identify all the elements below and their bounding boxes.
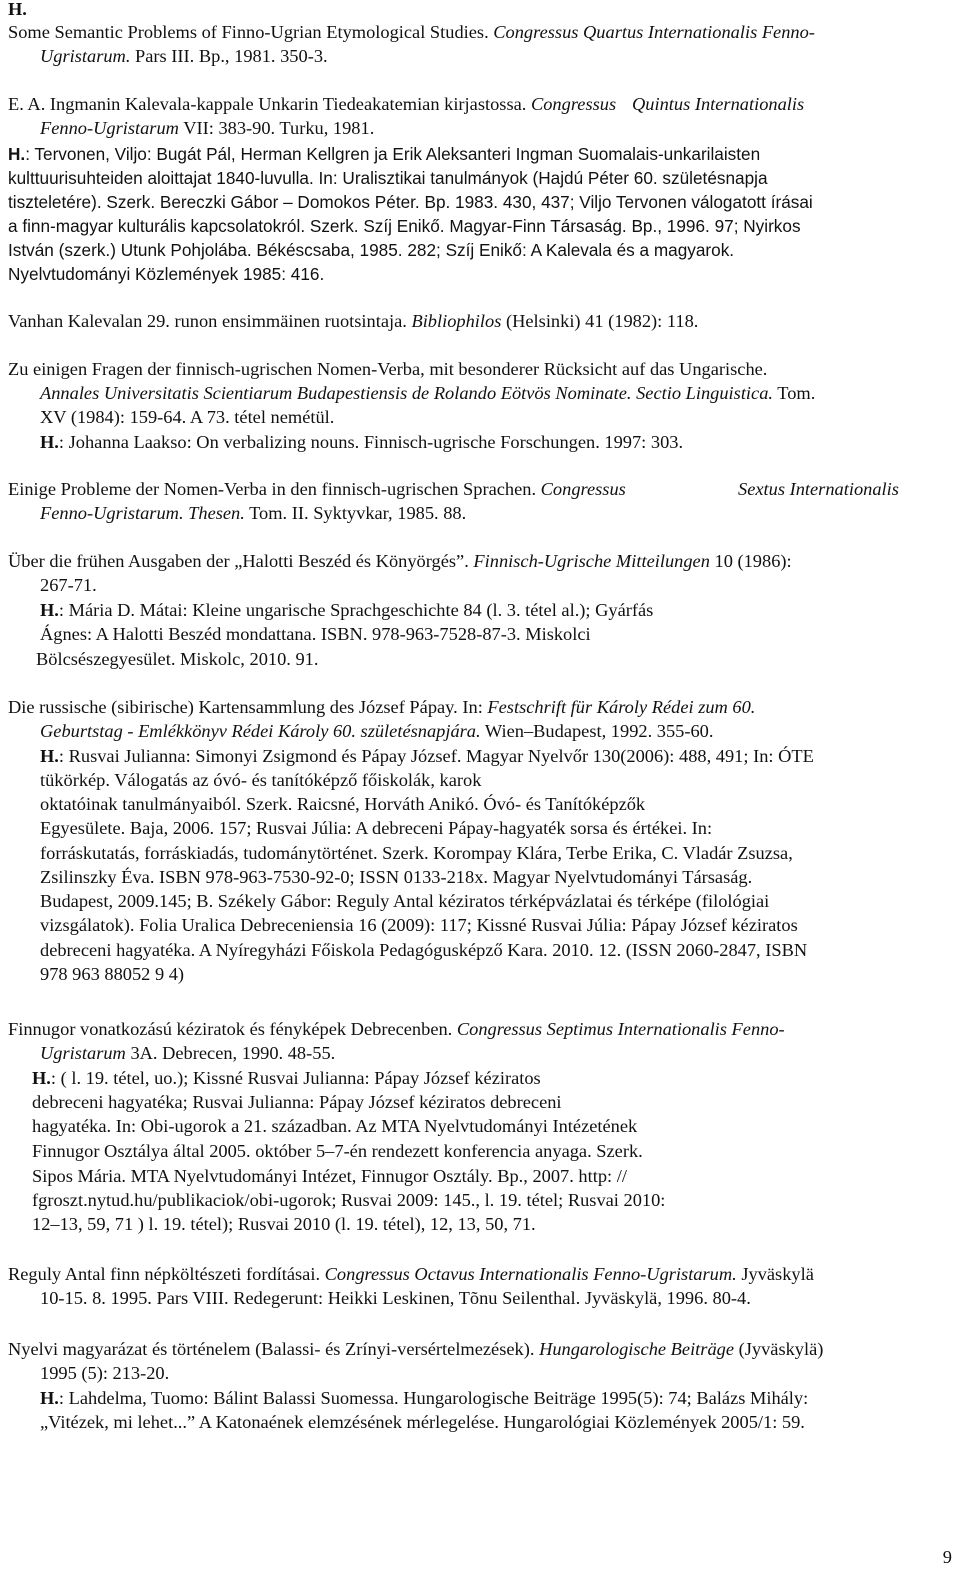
text-segment: Ágnes: A Halotti Beszéd mondattana. ISBN. 978-963-7528-87-3. Miskolci [40, 624, 591, 644]
text-line [40, 1410, 805, 1435]
text-line [8, 357, 767, 382]
italic-title: Quintus Internationalis [632, 94, 805, 114]
italic-title: Finnisch-Ugrische Mitteilungen [473, 551, 710, 571]
text-segment: 1995 (5): 213-20. [40, 1363, 170, 1383]
text-line [32, 1066, 541, 1091]
text-line [32, 1212, 536, 1237]
italic-title: Fenno-Ugristarum. Thesen. [40, 503, 245, 523]
text-segment: Nyelvtudományi Közlemények 1985: 416. [8, 264, 325, 284]
text-segment: István (szerk.) Utunk Pohjolába. Békéscsaba, 1985. 282; Szíj Enikő: A Kalevala és a magyarok. [8, 240, 735, 260]
italic-title: Congressus Octavus Internationalis Fenno-Ugristarum. [324, 1264, 737, 1284]
text-line [40, 841, 793, 866]
text-segment: tükörkép. Válogatás az óvó- és tanítóképző főiskolák, karok [40, 770, 482, 790]
italic-title: Sextus Internationalis [738, 479, 899, 499]
text-segment: Budapest, 2009.145; B. Székely Gábor: Reguly Antal kéziratos térképvázlatai és térképe (filológiai [40, 891, 770, 911]
text-line [40, 962, 184, 987]
text-segment: Wien–Budapest, 1992. 355-60. [480, 721, 714, 741]
italic-title: Ugristarum [40, 1043, 126, 1063]
italic-title: Congressus [540, 479, 626, 499]
text-line [8, 92, 616, 117]
text-line [8, 1017, 785, 1042]
text-line [8, 262, 324, 287]
text-line [40, 501, 466, 526]
text-line [40, 622, 591, 647]
text-line [40, 1286, 751, 1311]
text-line [40, 865, 752, 890]
text-line [8, 477, 626, 502]
italic-title: Festschrift für Károly Rédei zum 60. [487, 697, 756, 717]
text-line [8, 309, 698, 334]
entry-marker: H. [8, 144, 26, 164]
text-line [36, 647, 318, 672]
text-line [8, 166, 768, 191]
text-segment: fgroszt.nytud.hu/publikaciok/obi-ugorok; Rusvai 2009: 145., l. 19. tétel; Rusvai 2010: [32, 1190, 666, 1210]
text-segment: debreceni hagyatéka. A Nyíregyházi Főiskola Pedagógusképző Kara. 2010. 12. (ISSN 2060-2847, ISBN [40, 940, 808, 960]
text-line [40, 889, 769, 914]
text-segment: (Jyväskylä) [734, 1339, 824, 1359]
text-segment: : Tervonen, Viljo: Bugát Pál, Herman Kellgren ja Erik Aleksanteri Ingman Suomalais-unkarilaisten [25, 144, 761, 164]
entry-marker: H. [40, 1388, 59, 1408]
text-line [40, 116, 374, 141]
text-segment: : Mária D. Mátai: Kleine ungarische Sprachgeschichte 84 (l. 3. tétel al.); Gyárfás [58, 600, 654, 620]
text-segment: Sipos Mária. MTA Nyelvtudományi Intézet, Finnugor Osztály. Bp., 2007. http: // [32, 1166, 627, 1186]
text-line [32, 1188, 665, 1213]
italic-title: Annales Universitatis Scientiarum Budapestiensis de Rolando Eötvös Nominate. Sectio Linguistica. [40, 383, 773, 403]
text-line [40, 1361, 169, 1386]
text-segment: Pars III. Bp., 1981. 350-3. [130, 46, 328, 66]
text-line [40, 1386, 808, 1411]
text-line [32, 1164, 627, 1189]
text-segment: Vanhan Kalevalan 29. runon ensimmäinen ruotsintaja. [8, 311, 412, 331]
text-line [40, 792, 645, 817]
text-line [40, 44, 328, 69]
text-segment: Egyesülete. Baja, 2006. 157; Rusvai Júlia: A debreceni Pápay-hagyaték sorsa és értékei. In: [40, 818, 713, 838]
text-segment: (Helsinki) 41 (1982): 118. [501, 311, 699, 331]
text-segment: VII: 383-90. Turku, 1981. [178, 118, 375, 138]
text-segment: E. A. Ingmanin Kalevala-kappale Unkarin Tiedeakatemian kirjastossa. [8, 94, 531, 114]
text-segment: forráskutatás, forráskiadás, tudománytörténet. Szerk. Korompay Klára, Terbe Erika, C. Vladár Zsuzsa, [40, 843, 793, 863]
text-line [8, 0, 27, 22]
text-line [8, 190, 813, 215]
text-line [32, 1114, 637, 1139]
text-segment: tiszteletére). Szerk. Bereczki Gábor – Domokos Péter. Bp. 1983. 430, 437; Viljo Tervonen válogatott írásai [8, 192, 813, 212]
entry-marker: H. [8, 0, 27, 19]
text-line [8, 1337, 823, 1362]
text-segment: Some Semantic Problems of Finno-Ugrian Etymological Studies. [8, 22, 494, 42]
text-segment: 3A. Debrecen, 1990. 48-55. [125, 1043, 336, 1063]
italic-title: Bibliophilos [411, 311, 502, 331]
text-segment: Zsilinszky Éva. ISBN 978-963-7530-92-0; ISSN 0133-218x. Magyar Nyelvtudományi Társaság. [40, 867, 753, 887]
text-segment: Finnugor vonatkozású kéziratok és fényképek Debrecenben. [8, 1019, 457, 1039]
italic-title: Geburtstag - Emlékkönyv Rédei Károly 60. születésnapjára. [40, 721, 481, 741]
text-segment: debreceni hagyatéka; Rusvai Julianna: Pápay József kéziratos debreceni [32, 1092, 562, 1112]
italic-title: Congressus Quartus Internationalis Fenno- [493, 22, 815, 42]
text-segment: oktatóinak tanulmányaiból. Szerk. Raicsné, Horváth Anikó. Óvó- és Tanítóképzők [40, 794, 646, 814]
page-number: 9 [942, 1547, 952, 1567]
text-line [8, 695, 755, 720]
text-segment: Tom. [773, 383, 816, 403]
text-segment: : ( l. 19. tétel, uo.); Kissné Rusvai Julianna: Pápay József kéziratos [50, 1068, 541, 1088]
text-line [8, 238, 734, 263]
text-segment: a finn-magyar kulturális kapcsolatokról. Szerk. Szíj Enikő. Magyar-Finn Társaság. Bp., 1996. 97; Nyirkos [8, 216, 801, 236]
text-segment: Jyväskylä [736, 1264, 814, 1284]
text-segment: hagyatéka. In: Obi-ugorok a 21. században. Az MTA Nyelvtudományi Intézetének [32, 1116, 638, 1136]
text-segment: XV (1984): 159-64. A 73. tétel nemétül. [40, 407, 335, 427]
italic-title: Congressus Septimus Internationalis Fenno- [456, 1019, 785, 1039]
italic-title: Ugristarum. [40, 46, 131, 66]
text-segment: Reguly Antal finn népköltészeti fordításai. [8, 1264, 325, 1284]
italic-title: Hungarologische Beiträge [539, 1339, 735, 1359]
text-line [40, 405, 334, 430]
text-line [40, 719, 713, 744]
text-segment: Tom. II. Syktyvkar, 1985. 88. [244, 503, 467, 523]
text-segment: Zu einigen Fragen der finnisch-ugrischen Nomen-Verba, mit besonderer Rücksicht auf das Ungarische. [8, 359, 768, 379]
text-line [40, 744, 814, 769]
text-line [40, 816, 712, 841]
text-line [8, 142, 760, 167]
text-line [8, 1262, 814, 1287]
text-line [8, 20, 815, 45]
entry-marker: H. [40, 432, 59, 452]
text-segment: : Johanna Laakso: On verbalizing nouns. Finnisch-ugrische Forschungen. 1997: 303. [58, 432, 684, 452]
text-line [40, 768, 481, 793]
italic-title: Congressus [530, 94, 617, 114]
text-line [40, 913, 798, 938]
text-segment: Einige Probleme der Nomen-Verba in den finnisch-ugrischen Sprachen. [8, 479, 541, 499]
text-line [40, 573, 97, 598]
text-line [40, 430, 683, 455]
text-segment: 10 (1986): [709, 551, 792, 571]
text-segment: 12–13, 59, 71 ) l. 19. tétel); Rusvai 2010 (l. 19. tétel), 12, 13, 50, 71. [32, 1214, 536, 1234]
entry-marker: H. [40, 746, 59, 766]
text-segment: Über die frühen Ausgaben der „Halotti Beszéd és Könyörgés”. [8, 551, 474, 571]
text-segment: „Vitézek, mi lehet...” A Katonaének elemzésének mérlegelése. Hungarológiai Közlemények 2005/1: 59. [40, 1412, 805, 1432]
text-line [40, 598, 653, 623]
text-segment: kulttuurisuhteiden aloittajat 1840-luvulla. In: Uralisztikai tanulmányok (Hajdú Péter 60. születésnapja [8, 168, 768, 188]
text-line [40, 1041, 335, 1066]
text-segment: 267-71. [40, 575, 97, 595]
text-segment: : Rusvai Julianna: Simonyi Zsigmond és Pápay József. Magyar Nyelvőr 130(2006): 488, 491; In: ÓTE [58, 746, 814, 766]
text-segment: : Lahdelma, Tuomo: Bálint Balassi Suomessa. Hungarologische Beiträge 1995(5): 74; Balázs Mihály: [58, 1388, 809, 1408]
entry-marker: H. [40, 600, 59, 620]
text-line [40, 938, 807, 963]
text-line [32, 1090, 562, 1115]
text-line [8, 549, 792, 574]
text-line [8, 214, 801, 239]
text-segment: vizsgálatok). Folia Uralica Debreceniensia 16 (2009): 117; Kissné Rusvai Júlia: Pápay József kéziratos [40, 915, 798, 935]
text-segment: Finnugor Osztálya által 2005. október 5–7-én rendezett konferencia anyaga. Szerk. [32, 1141, 643, 1161]
text-line [632, 92, 804, 117]
text-segment: Bölcsészegyesület. Miskolc, 2010. 91. [36, 649, 319, 669]
text-line [32, 1139, 643, 1164]
entry-marker: H. [32, 1068, 51, 1088]
text-segment: 978 963 88052 9 4) [40, 964, 185, 984]
italic-title: Fenno-Ugristarum [40, 118, 179, 138]
text-segment: Die russische (sibirische) Kartensammlung des József Pápay. In: [8, 697, 488, 717]
text-line [40, 381, 815, 406]
text-line [738, 477, 899, 502]
text-segment: Nyelvi magyarázat és történelem (Balassi- és Zrínyi-versértelmezések). [8, 1339, 540, 1359]
text-segment: 10-15. 8. 1995. Pars VIII. Redegerunt: Heikki Leskinen, Tõnu Seilenthal. Jyväskylä, 1996. 80-4. [40, 1288, 751, 1308]
